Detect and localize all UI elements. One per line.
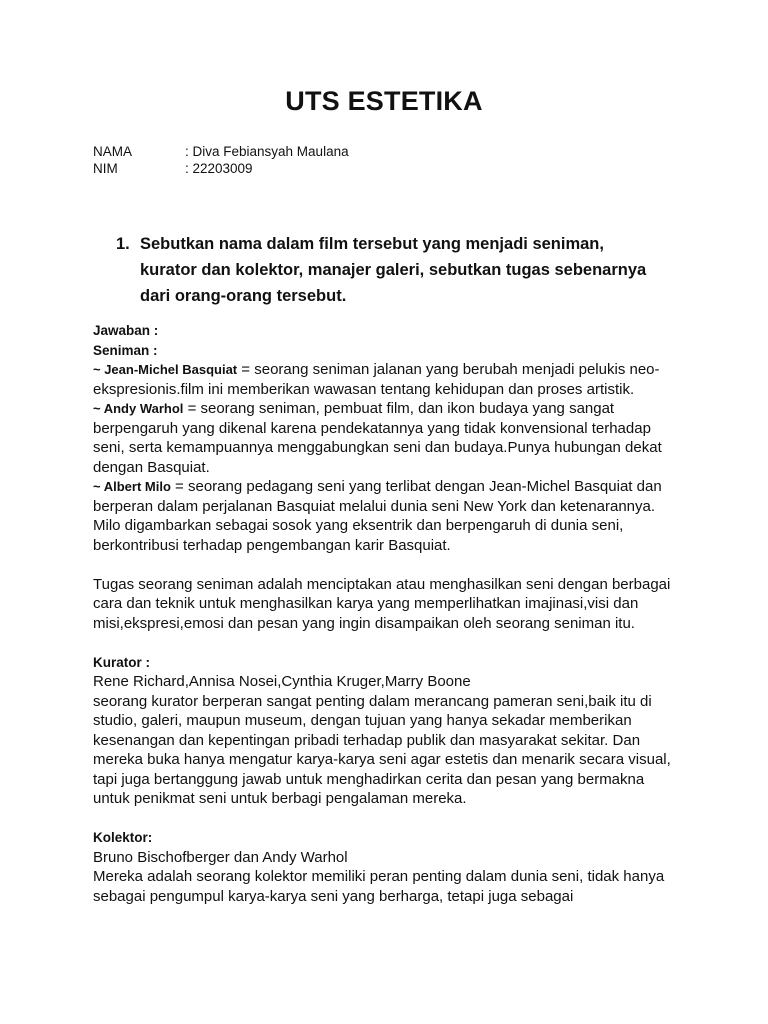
question-number: 1. (116, 235, 130, 253)
seniman-desc: = seorang seniman jalanan yang berubah menjadi pelukis neo-ekspresionis.film ini memberikan wawasan tentang kehidupan dan proses artistik. (93, 361, 660, 398)
nama-label: NAMA (93, 144, 133, 159)
nama-row (93, 143, 349, 160)
seniman-desc: = seorang pedagang seni yang terlibat dengan Jean-Michel Basquiat dan berperan dalam perjalanan Basquiat melalui dunia seni New York dan ketenarannya. Milo digambarkan sebagai sosok yang eksentrik dan berpengaruh di dunia seni, berkontribusi terhadap pengembangan karir Basquiat. (93, 478, 662, 554)
kurator-names: Rene Richard,Annisa Nosei,Cynthia Kruger,Marry Boone (93, 673, 471, 690)
kolektor-desc: Mereka adalah seorang kolektor memiliki peran penting dalam dunia seni, tidak hanya sebagai pengumpul karya-karya seni yang berharga, tetapi juga sebagai (93, 868, 665, 905)
seniman-heading: Seniman : (93, 342, 158, 358)
kurator-desc: seorang kurator berperan sangat penting dalam merancang pameran seni,baik itu di studio, galeri, maupun museum, dengan tujuan yang hanya sekadar memberikan kesenangan dan kepentingan pribadi terhadap publik dan masyarakat sekitar. Dan mereka buka hanya mengatur karya-karya seni agar estetis dan menarik secara visual, tapi juga bertanggung jawab untuk menghadirkan cerita dan pesan yang bermakna untuk penikmat seni untuk berbagi pengalaman mereka. (93, 692, 671, 807)
seniman-item (93, 360, 673, 399)
question-1 (116, 231, 656, 309)
seniman-name: ~ Albert Milo (93, 479, 171, 494)
kolektor-heading: Kolektor: (93, 830, 153, 845)
nim-label: NIM (93, 161, 118, 176)
nim-value: : 22203009 (185, 161, 253, 176)
seniman-item (93, 399, 673, 477)
document-title: UTS ESTETIKA (285, 86, 483, 116)
nama-value: : Diva Febiansyah Maulana (185, 144, 349, 159)
kolektor-names: Bruno Bischofberger dan Andy Warhol (93, 848, 348, 866)
answer-section (93, 321, 673, 906)
answer-heading: Jawaban : (93, 323, 159, 338)
tugas-seniman-paragraph: Tugas seorang seniman adalah menciptakan atau menghasilkan seni dengan berbagai cara dan teknik untuk menghasilkan karya yang memperlihatkan imajinasi,visi dan misi,ekspresi,emosi dan pesan yang ingin disampaikan oleh seorang seniman itu. (93, 575, 671, 632)
seniman-item (93, 477, 673, 555)
seniman-name: ~ Andy Warhol (93, 401, 184, 416)
question-text: Sebutkan nama dalam film tersebut yang menjadi seniman, kurator dan kolektor, manajer galeri, sebutkan tugas sebenarnya dari orang-orang tersebut. (140, 235, 647, 305)
nim-row (93, 160, 253, 177)
seniman-name: ~ Jean-Michel Basquiat (93, 362, 238, 377)
seniman-desc: = seorang seniman, pembuat film, dan ikon budaya yang sangat berpengaruh yang dikenal karena pendekatannya yang tidak konvensional terhadap seni, serta kemampuannya menggabungkan seni dan budaya.Punya hubungan dekat dengan Basquiat. (93, 400, 662, 476)
kurator-heading: Kurator : (93, 654, 150, 670)
